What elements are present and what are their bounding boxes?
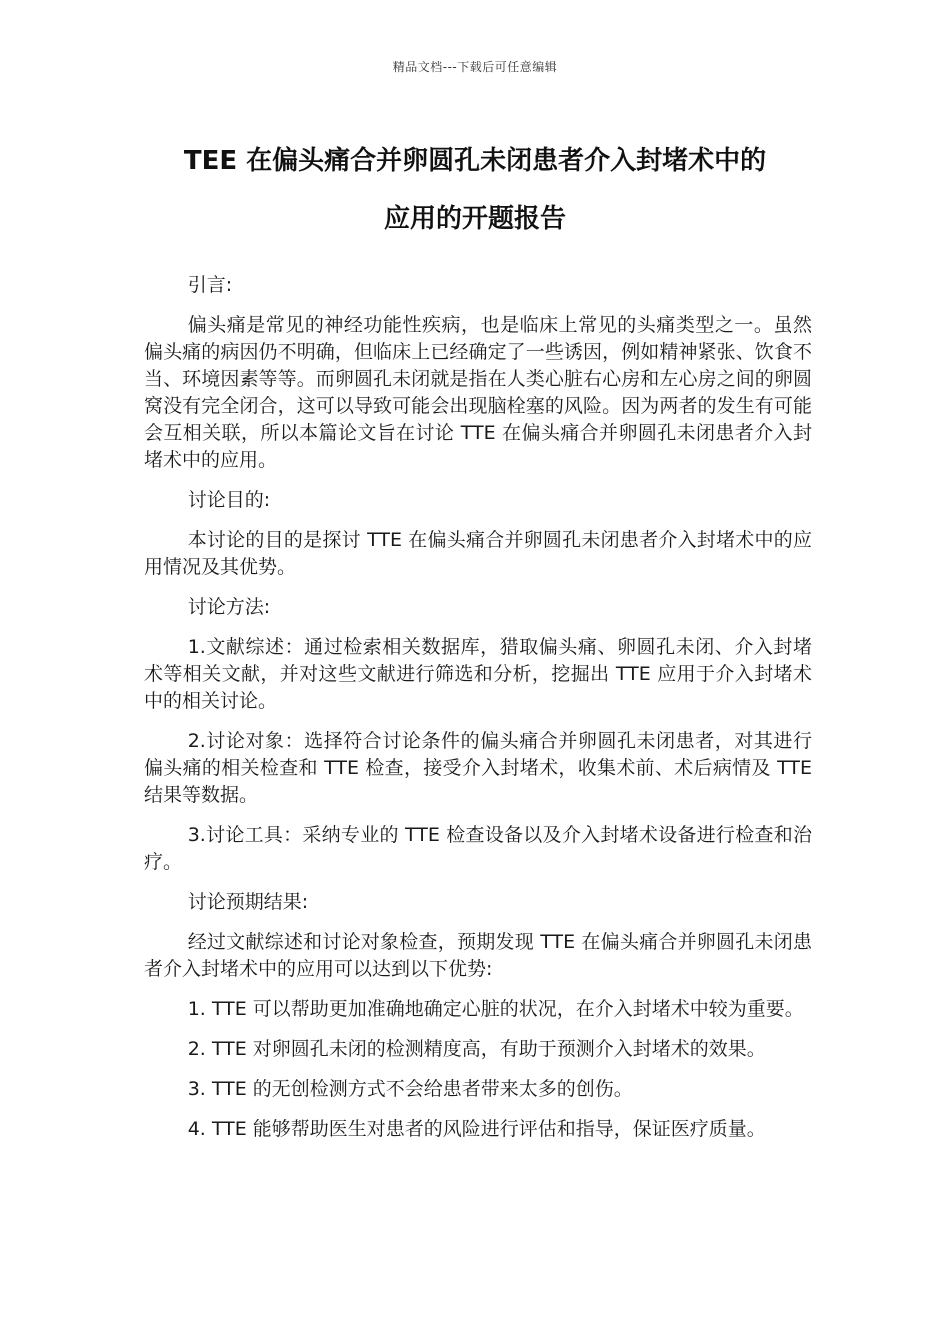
method-heading: 讨论方法:	[187, 596, 271, 618]
result-item-1: 1. TTE 可以帮助更加准确地确定心脏的状况，在介入封堵术中较为重要。	[187, 998, 804, 1020]
result-item-4: 4. TTE 能够帮助医生对患者的风险进行评估和指导，保证医疗质量。	[187, 1118, 766, 1140]
method-item-3: 3.讨论工具：采纳专业的 TTE 检查设备以及介入封堵术设备进行检查和治疗。	[144, 824, 812, 873]
method-item-2: 2.讨论对象：选择符合讨论条件的偏头痛合并卵圆孔未闭患者，对其进行偏头痛的相关检查和 TTE 检查，接受介入封堵术，收集术前、术后病情及 TTE 结果等数据。	[144, 730, 812, 806]
page-header-watermark: 精品文档---下载后可任意编辑	[392, 60, 558, 74]
intro-paragraph: 偏头痛是常见的神经功能性疾病，也是临床上常见的头痛类型之一。虽然偏头痛的病因仍不明确，但临床上已经确定了一些诱因，例如精神紧张、饮食不当、环境因素等等。而卵圆孔未闭就是指在人类心脏右心房和左心房之间的卵圆窝没有完全闭合，这可以导致可能会出现脑栓塞的风险。因为两者的发生有可能会互相关联，所以本篇论文旨在讨论 TTE 在偏头痛合并卵圆孔未闭患者介入封堵术中的应用。	[144, 314, 812, 471]
expected-heading: 讨论预期结果:	[187, 891, 309, 913]
document-title	[100, 132, 850, 248]
title-line-2: 应用的开题报告	[383, 204, 566, 234]
purpose-heading: 讨论目的:	[187, 489, 271, 511]
document-body	[144, 272, 812, 1156]
expected-paragraph: 经过文献综述和讨论对象检查，预期发现 TTE 在偏头痛合并卵圆孔未闭患者介入封堵术中的应用可以达到以下优势:	[144, 931, 812, 980]
title-line-1: TEE 在偏头痛合并卵圆孔未闭患者介入封堵术中的	[183, 146, 767, 176]
intro-heading: 引言:	[187, 274, 233, 296]
result-item-2: 2. TTE 对卵圆孔未闭的检测精度高，有助于预测介入封堵术的效果。	[187, 1038, 766, 1060]
purpose-paragraph: 本讨论的目的是探讨 TTE 在偏头痛合并卵圆孔未闭患者介入封堵术中的应用情况及其优势。	[144, 529, 812, 578]
result-item-3: 3. TTE 的无创检测方式不会给患者带来太多的创伤。	[187, 1078, 633, 1100]
method-item-1: 1.文献综述：通过检索相关数据库，猎取偏头痛、卵圆孔未闭、介入封堵术等相关文献，并对这些文献进行筛选和分析，挖掘出 TTE 应用于介入封堵术中的相关讨论。	[144, 636, 812, 712]
